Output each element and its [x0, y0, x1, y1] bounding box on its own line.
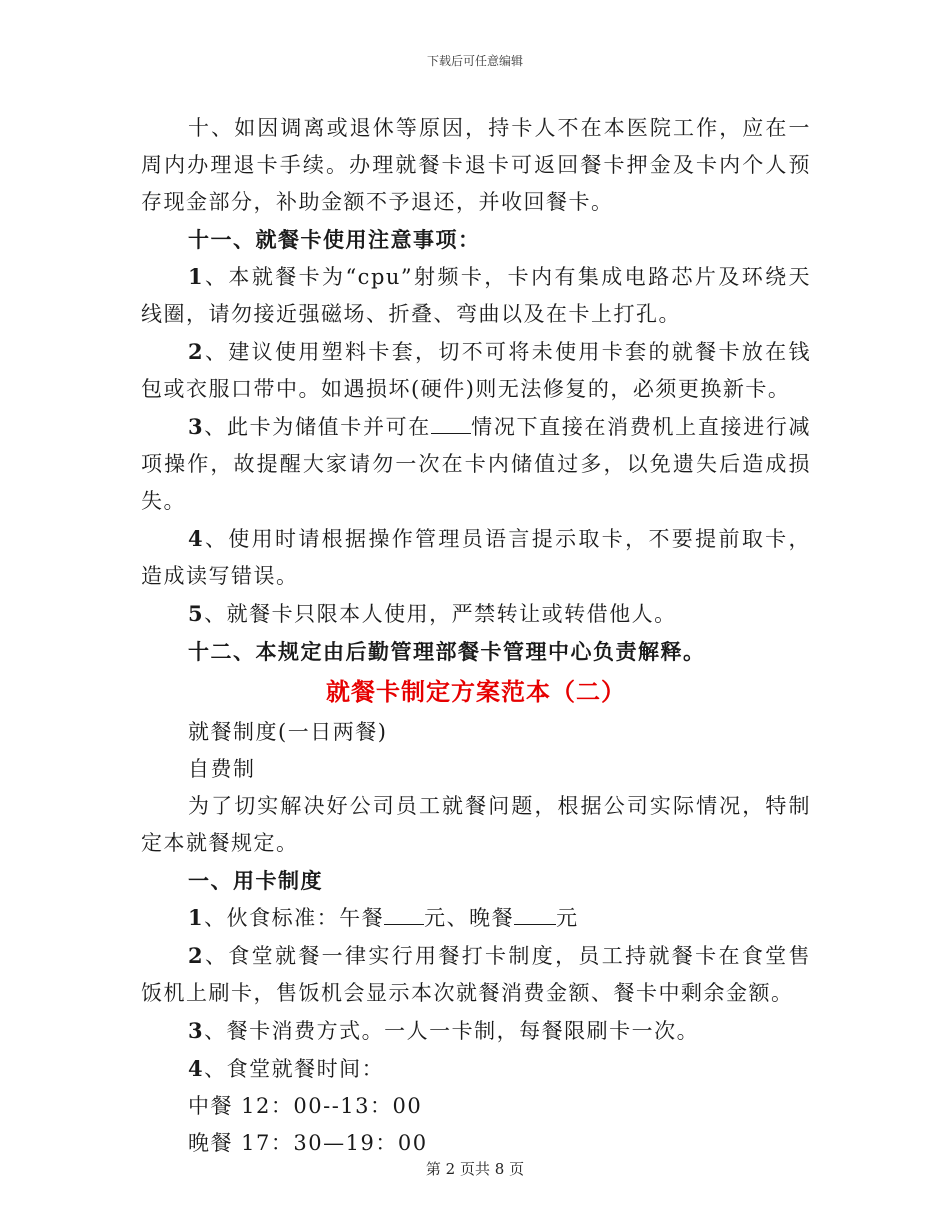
item-text: 、建议使用塑料卡套，切不可将未使用卡套的就餐卡放在钱包或衣服口带中。如遇损坏(硬件)则无法修复的，必须更换新卡。 — [141, 340, 811, 401]
item-text: 、就餐卡只限本人使用，严禁转让或转借他人。 — [204, 602, 677, 626]
item-text: 、本就餐卡为“cpu”射频卡，卡内有集成电路芯片及环绕天线圈，请勿接近强磁场、折叠、弯曲以及在卡上打孔。 — [141, 265, 811, 326]
fill-in-blank — [384, 906, 424, 925]
item-text: 、食堂就餐一律实行用餐打卡制度，员工持就餐卡在食堂售饭机上刷卡，售饭机会显示本次就餐消费金额、餐卡中剩余金额。 — [141, 944, 811, 1005]
item-number: 2 — [188, 339, 205, 364]
section-12-heading: 十二、本规定由后勤管理部餐卡管理中心负责解释。 — [188, 639, 706, 664]
lunch-time-line: 中餐 12：00--13：00 — [188, 1094, 423, 1118]
item-number: 5 — [188, 601, 205, 626]
rule-item-2 — [141, 937, 811, 1012]
item-number: 4 — [188, 1056, 205, 1081]
item-number: 4 — [188, 526, 205, 551]
item-number: 2 — [188, 943, 205, 968]
item-text: 情况下直接在消费机上直接进行减项操作，故提醒大家请勿一次在卡内储值过多，以免遗失后造成损失。 — [141, 415, 812, 513]
rule-item-4 — [141, 1050, 811, 1088]
rule-item-1 — [141, 899, 811, 937]
item-number: 3 — [188, 414, 205, 439]
item-number: 1 — [188, 905, 205, 930]
item-text: 元、晚餐 — [424, 906, 515, 930]
section-1-heading: 一、用卡制度 — [188, 868, 323, 893]
section-11-heading: 十一、就餐卡使用注意事项： — [188, 227, 481, 252]
notice-item-2 — [141, 333, 811, 408]
page-header-note: 下载后可任意编辑 — [426, 54, 523, 68]
item-text: 、此卡为储值卡并可在 — [204, 415, 431, 439]
item-number: 3 — [188, 1018, 205, 1043]
document-body — [141, 110, 811, 1162]
intro-paragraph: 为了切实解决好公司员工就餐问题，根据公司实际情况，特制定本就餐规定。 — [141, 794, 811, 855]
dinner-time-line: 晚餐 17：30—19：00 — [188, 1131, 428, 1155]
fill-in-blank — [514, 906, 556, 925]
item-text: 元 — [556, 906, 579, 930]
item-number: 1 — [188, 264, 205, 289]
notice-item-1 — [141, 258, 811, 333]
meal-system-line: 就餐制度(一日两餐) — [188, 720, 388, 744]
notice-item-3 — [141, 408, 811, 520]
item-text: 、餐卡消费方式。一人一卡制，每餐限刷卡一次。 — [204, 1019, 700, 1043]
item-text: 、食堂就餐时间： — [204, 1057, 385, 1081]
notice-item-4 — [141, 520, 811, 595]
page-number-footer: 第 2 页共 8 页 — [425, 1160, 525, 1178]
fill-in-blank — [431, 415, 471, 434]
rule-item-3 — [141, 1012, 811, 1050]
notice-item-5 — [141, 595, 811, 633]
item-text: 、使用时请根据操作管理员语言提示取卡，不要提前取卡，造成读写错误。 — [141, 527, 811, 588]
self-pay-line: 自费制 — [188, 757, 256, 781]
document-title: 就餐卡制定方案范本（二） — [326, 677, 626, 706]
item-text: 、伙食标准：午餐 — [204, 906, 385, 930]
section-10-paragraph: 十、如因调离或退休等原因，持卡人不在本医院工作，应在一周内办理退卡手续。办理就餐卡退卡可返回餐卡押金及卡内个人预存现金部分，补助金额不予退还，并收回餐卡。 — [141, 116, 811, 214]
